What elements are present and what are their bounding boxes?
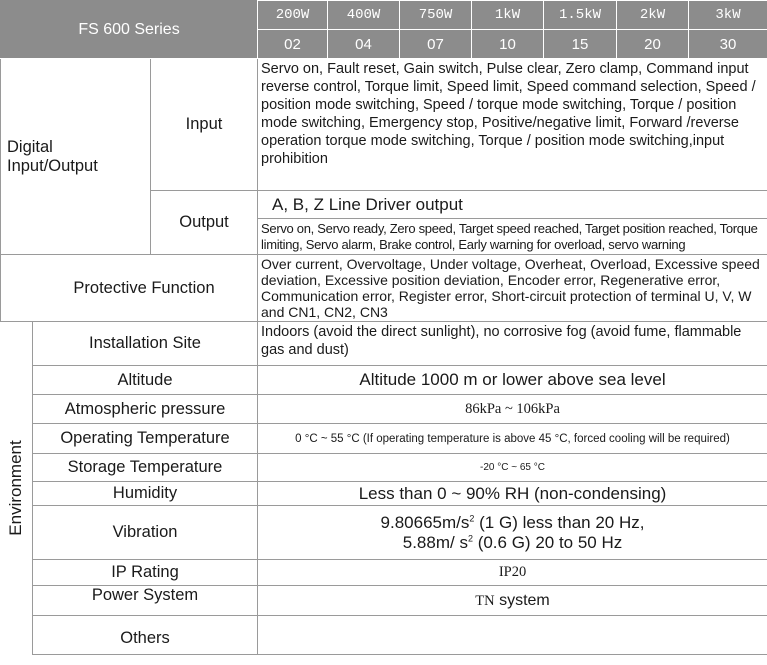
input-description: Servo on, Fault reset, Gain switch, Pulse clear, Zero clamp, Command input reverse control, Torque limit, Speed limit, Speed command selection, Speed / position mode switching, Speed / torque mode switching, Torque / position mode switching, Emergency stop, Positive/negative limit, Forward /reverse operation torque mode switching, Torque / position mode switching,input prohibition (258, 59, 767, 191)
digital-input-row (1, 59, 767, 191)
altitude-value: Altitude 1000 m or lower above sea level (258, 366, 767, 395)
line-driver-output: A, B, Z Line Driver output (258, 191, 767, 219)
vibration-line-2: 5.88m/ $s^2$ (0.6 G) 20 to 50 Hz (402, 532, 623, 552)
others-value (258, 616, 767, 655)
power-750w: 750W (400, 1, 472, 30)
power-system-value: TN system (258, 586, 767, 616)
atmospheric-pressure-row (1, 395, 767, 424)
power-3kw: 3kW (689, 1, 767, 30)
humidity-label: Humidity (33, 482, 258, 506)
code-04: 04 (328, 30, 400, 59)
storage-temperature-label: Storage Temperature (33, 454, 258, 482)
environment-label-text: Environment (6, 440, 26, 536)
operating-temperature-row (1, 424, 767, 454)
code-02: 02 (258, 30, 328, 59)
protective-description: Over current, Overvoltage, Under voltage, Overheat, Overload, Excessive speed deviation, Excessive position deviation, Encoder error, Regenerative error, Communication error, Register error, Short-circuit protection of terminal U, V, W and CN1, CN2, CN3 (258, 255, 767, 322)
installation-site-value: Indoors (avoid the direct sunlight), no corrosive fog (avoid fume, flammable gas and dust) (258, 322, 767, 366)
power-2kw: 2kW (617, 1, 689, 30)
code-20: 20 (617, 30, 689, 59)
vibration-label: Vibration (33, 506, 258, 560)
atmospheric-pressure-label: Atmospheric pressure (33, 395, 258, 424)
ip-rating-value: IP20 (258, 560, 767, 586)
altitude-label: Altitude (33, 366, 258, 395)
protective-row (1, 255, 767, 322)
storage-temperature-value: -20 °C ~ 65 °C (258, 454, 767, 482)
digital-io-label-line2: Input/Output (7, 156, 98, 175)
humidity-row (1, 482, 767, 506)
atmospheric-pressure-value: 86kPa ~ 106kPa (258, 395, 767, 424)
code-10: 10 (472, 30, 544, 59)
input-label: Input (151, 59, 258, 191)
protective-label: Protective Function (1, 255, 258, 322)
storage-temperature-row (1, 454, 767, 482)
installation-site-label: Installation Site (33, 322, 258, 366)
code-30: 30 (689, 30, 767, 59)
digital-io-label (1, 59, 151, 255)
digital-io-label-line1: Digital (7, 137, 53, 156)
altitude-row (1, 366, 767, 395)
power-system-label: Power System (33, 586, 258, 616)
humidity-value: Less than 0 ~ 90% RH (non-condensing) (258, 482, 767, 506)
others-row (1, 616, 767, 655)
vibration-value (258, 506, 767, 560)
power-system-row (1, 586, 767, 616)
vibration-line-1: $9.80665m/s^2$ (1 G) less than 20 Hz, (380, 512, 645, 532)
environment-label (1, 322, 33, 655)
operating-temperature-label: Operating Temperature (33, 424, 258, 454)
header-power-row (1, 1, 767, 30)
vibration-row (1, 506, 767, 560)
series-title: FS 600 Series (1, 1, 258, 59)
power-400w: 400W (328, 1, 400, 30)
power-200w: 200W (258, 1, 328, 30)
ip-rating-row (1, 560, 767, 586)
operating-temperature-value: 0 °C ~ 55 °C (If operating temperature is above 45 °C, forced cooling will be required) (258, 424, 767, 454)
code-15: 15 (544, 30, 617, 59)
output-description: Servo on, Servo ready, Zero speed, Target speed reached, Target position reached, Torque limiting, Servo alarm, Brake control, Early warning for overload, servo warning (258, 219, 767, 255)
power-1kw: 1kW (472, 1, 544, 30)
output-label: Output (151, 191, 258, 255)
power-1-5kw: 1.5kW (544, 1, 617, 30)
ip-rating-label: IP Rating (33, 560, 258, 586)
others-label: Others (33, 616, 258, 655)
code-07: 07 (400, 30, 472, 59)
installation-site-row (1, 322, 767, 366)
